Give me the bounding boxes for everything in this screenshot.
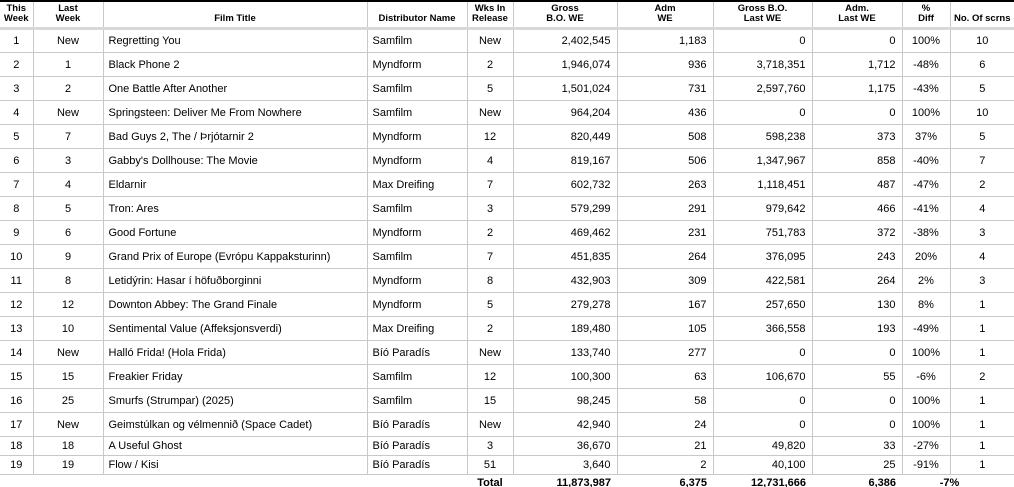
adm-we-cell: 167 [617,293,713,317]
weeks-in-release-cell: 12 [467,365,513,389]
weeks-in-release-cell: 2 [467,53,513,77]
num-screens-cell: 1 [950,293,1014,317]
last-week-cell: 12 [33,293,103,317]
gross-bo-last-we-cell: 1,118,451 [713,173,812,197]
pct-diff-cell: -40% [902,149,950,173]
last-week-cell: 9 [33,245,103,269]
last-week-cell: 19 [33,456,103,475]
table-row [0,389,1014,413]
film-title-cell: Geimstúlkan og vélmennið (Space Cadet) [103,413,367,437]
gross-bo-we-cell: 820,449 [513,125,617,149]
distributor-cell: Myndform [367,53,467,77]
adm-we-cell: 506 [617,149,713,173]
pct-diff-cell: 100% [902,341,950,365]
gross-bo-we-cell: 98,245 [513,389,617,413]
pct-diff-cell: -91% [902,456,950,475]
gross-bo-last-we-cell: 0 [713,101,812,125]
last-week-cell: 8 [33,269,103,293]
num-screens-cell: 2 [950,365,1014,389]
weeks-in-release-cell: New [467,29,513,53]
num-screens-cell: 1 [950,389,1014,413]
gross-bo-we-cell: 432,903 [513,269,617,293]
table-row [0,29,1014,53]
pct-diff-cell: 20% [902,245,950,269]
last-week-cell: New [33,341,103,365]
last-week-cell: 18 [33,437,103,456]
pct-diff-cell: 100% [902,29,950,53]
table-row [0,456,1014,475]
adm-we-cell: 63 [617,365,713,389]
pct-diff-cell: -43% [902,77,950,101]
adm-last-we-cell: 0 [812,413,902,437]
this-week-cell: 18 [0,437,33,456]
last-week-cell: New [33,413,103,437]
distributor-cell: Bíó Paradís [367,437,467,456]
gross-bo-last-we-cell: 3,718,351 [713,53,812,77]
adm-we-cell: 1,183 [617,29,713,53]
table-row [0,77,1014,101]
adm-we-cell: 2 [617,456,713,475]
adm-we-cell: 936 [617,53,713,77]
gross-bo-last-we-cell: 106,670 [713,365,812,389]
pct-diff-cell: 37% [902,125,950,149]
film-title-cell: Tron: Ares [103,197,367,221]
num-screens-cell: 5 [950,77,1014,101]
table-row [0,269,1014,293]
this-week-cell: 13 [0,317,33,341]
gross-bo-last-we-cell: 1,347,967 [713,149,812,173]
col-header-num-screens: No. Of scrns [950,1,1014,29]
distributor-cell: Max Dreifing [367,317,467,341]
table-row [0,245,1014,269]
this-week-cell: 16 [0,389,33,413]
this-week-cell: 15 [0,365,33,389]
film-title-cell: Freakier Friday [103,365,367,389]
gross-bo-last-we-cell: 366,558 [713,317,812,341]
adm-last-we-cell: 858 [812,149,902,173]
pct-diff-cell: -47% [902,173,950,197]
table-row [0,173,1014,197]
weeks-in-release-cell: 2 [467,317,513,341]
film-title-cell: Halló Frida! (Hola Frida) [103,341,367,365]
distributor-cell: Bíó Paradís [367,341,467,365]
gross-bo-we-cell: 819,167 [513,149,617,173]
film-title-cell: Sentimental Value (Affeksjonsverdi) [103,317,367,341]
total-gross-bo-we: 11,873,987 [556,476,611,487]
total-adm-last-we: 6,386 [868,476,896,487]
gross-bo-we-cell: 36,670 [513,437,617,456]
distributor-cell: Myndform [367,221,467,245]
col-header-adm-we: Adm WE [617,1,713,29]
this-week-cell: 5 [0,125,33,149]
this-week-cell: 9 [0,221,33,245]
adm-we-cell: 508 [617,125,713,149]
this-week-cell: 6 [0,149,33,173]
last-week-cell: 3 [33,149,103,173]
last-week-cell: 2 [33,77,103,101]
gross-bo-last-we-cell: 0 [713,389,812,413]
weeks-in-release-cell: New [467,341,513,365]
film-title-cell: Downton Abbey: The Grand Finale [103,293,367,317]
num-screens-cell: 3 [950,269,1014,293]
gross-bo-we-cell: 3,640 [513,456,617,475]
adm-we-cell: 309 [617,269,713,293]
distributor-cell: Bíó Paradís [367,413,467,437]
last-week-cell: 6 [33,221,103,245]
table-row [0,365,1014,389]
gross-bo-we-cell: 279,278 [513,293,617,317]
film-title-cell: Flow / Kisi [103,456,367,475]
table-row [0,341,1014,365]
num-screens-cell: 5 [950,125,1014,149]
num-screens-cell: 1 [950,317,1014,341]
distributor-cell: Samfilm [367,77,467,101]
gross-bo-we-cell: 133,740 [513,341,617,365]
film-title-cell: Gabby's Dollhouse: The Movie [103,149,367,173]
pct-diff-cell: -38% [902,221,950,245]
this-week-cell: 3 [0,77,33,101]
film-title-cell: Springsteen: Deliver Me From Nowhere [103,101,367,125]
table-footer [0,475,1014,487]
this-week-cell: 7 [0,173,33,197]
adm-we-cell: 231 [617,221,713,245]
gross-bo-we-cell: 2,402,545 [513,29,617,53]
num-screens-cell: 4 [950,197,1014,221]
this-week-cell: 12 [0,293,33,317]
table-row [0,293,1014,317]
weeks-in-release-cell: 3 [467,437,513,456]
gross-bo-last-we-cell: 598,238 [713,125,812,149]
gross-bo-last-we-cell: 979,642 [713,197,812,221]
table-row [0,101,1014,125]
adm-we-cell: 436 [617,101,713,125]
this-week-cell: 11 [0,269,33,293]
weeks-in-release-cell: 7 [467,245,513,269]
distributor-cell: Samfilm [367,245,467,269]
table-row [0,197,1014,221]
weeks-in-release-cell: New [467,101,513,125]
last-week-cell: 4 [33,173,103,197]
adm-we-cell: 731 [617,77,713,101]
gross-bo-we-cell: 42,940 [513,413,617,437]
adm-last-we-cell: 33 [812,437,902,456]
weeks-in-release-cell: 7 [467,173,513,197]
total-label: Total [477,476,503,487]
gross-bo-we-cell: 1,501,024 [513,77,617,101]
distributor-cell: Samfilm [367,29,467,53]
adm-last-we-cell: 130 [812,293,902,317]
adm-last-we-cell: 0 [812,101,902,125]
film-title-cell: Bad Guys 2, The / Þrjótarnir 2 [103,125,367,149]
gross-bo-we-cell: 579,299 [513,197,617,221]
adm-last-we-cell: 243 [812,245,902,269]
weeks-in-release-cell: New [467,413,513,437]
distributor-cell: Max Dreifing [367,173,467,197]
weeks-in-release-cell: 15 [467,389,513,413]
distributor-cell: Samfilm [367,197,467,221]
adm-we-cell: 263 [617,173,713,197]
col-header-last-week: Last Week [33,1,103,29]
gross-bo-last-we-cell: 0 [713,29,812,53]
film-title-cell: One Battle After Another [103,77,367,101]
gross-bo-we-cell: 451,835 [513,245,617,269]
num-screens-cell: 2 [950,173,1014,197]
distributor-cell: Samfilm [367,365,467,389]
this-week-cell: 4 [0,101,33,125]
num-screens-cell: 6 [950,53,1014,77]
this-week-cell: 1 [0,29,33,53]
weeks-in-release-cell: 51 [467,456,513,475]
gross-bo-we-cell: 602,732 [513,173,617,197]
adm-we-cell: 21 [617,437,713,456]
num-screens-cell: 1 [950,437,1014,456]
film-title-cell: Grand Prix of Europe (Evrópu Kappaksturinn) [103,245,367,269]
col-header-weeks-in-release: Wks In Release [467,1,513,29]
adm-we-cell: 58 [617,389,713,413]
last-week-cell: 1 [33,53,103,77]
adm-last-we-cell: 373 [812,125,902,149]
adm-we-cell: 291 [617,197,713,221]
this-week-cell: 8 [0,197,33,221]
total-row [0,475,1014,487]
pct-diff-cell: -49% [902,317,950,341]
table-row [0,53,1014,77]
pct-diff-cell: 100% [902,101,950,125]
film-title-cell: Eldarnir [103,173,367,197]
table-row [0,437,1014,456]
distributor-cell: Samfilm [367,101,467,125]
pct-diff-cell: -41% [902,197,950,221]
adm-last-we-cell: 0 [812,341,902,365]
col-header-pct-diff: % Diff [902,1,950,29]
this-week-cell: 2 [0,53,33,77]
table-row [0,149,1014,173]
adm-last-we-cell: 1,712 [812,53,902,77]
distributor-cell: Bíó Paradís [367,456,467,475]
gross-bo-last-we-cell: 0 [713,341,812,365]
col-header-film-title: Film Title [103,1,367,29]
col-header-gross-bo-we: Gross B.O. WE [513,1,617,29]
adm-last-we-cell: 466 [812,197,902,221]
adm-last-we-cell: 193 [812,317,902,341]
adm-last-we-cell: 264 [812,269,902,293]
pct-diff-cell: 100% [902,413,950,437]
this-week-cell: 17 [0,413,33,437]
table-body [0,29,1014,475]
distributor-cell: Myndform [367,269,467,293]
adm-we-cell: 105 [617,317,713,341]
gross-bo-we-cell: 469,462 [513,221,617,245]
col-header-adm-last-we: Adm. Last WE [812,1,902,29]
table-row [0,413,1014,437]
gross-bo-last-we-cell: 422,581 [713,269,812,293]
gross-bo-last-we-cell: 0 [713,413,812,437]
adm-last-we-cell: 55 [812,365,902,389]
col-header-this-week: This Week [0,1,33,29]
last-week-cell: 15 [33,365,103,389]
adm-last-we-cell: 372 [812,221,902,245]
num-screens-cell: 4 [950,245,1014,269]
table-row [0,221,1014,245]
total-empty-cell [0,475,467,487]
film-title-cell: Good Fortune [103,221,367,245]
table-row [0,125,1014,149]
total-pct-diff: -7% [939,476,960,487]
last-week-cell: 7 [33,125,103,149]
weeks-in-release-cell: 5 [467,293,513,317]
weeks-in-release-cell: 3 [467,197,513,221]
this-week-cell: 19 [0,456,33,475]
weeks-in-release-cell: 5 [467,77,513,101]
gross-bo-last-we-cell: 2,597,760 [713,77,812,101]
gross-bo-we-cell: 1,946,074 [513,53,617,77]
gross-bo-we-cell: 189,480 [513,317,617,341]
gross-bo-last-we-cell: 257,650 [713,293,812,317]
num-screens-cell: 10 [950,29,1014,53]
gross-bo-we-cell: 100,300 [513,365,617,389]
adm-we-cell: 277 [617,341,713,365]
film-title-cell: A Useful Ghost [103,437,367,456]
total-gross-bo-last-we: 12,731,666 [750,476,806,487]
last-week-cell: 5 [33,197,103,221]
table-header [0,1,1014,29]
num-screens-cell: 1 [950,413,1014,437]
gross-bo-last-we-cell: 49,820 [713,437,812,456]
adm-we-cell: 264 [617,245,713,269]
last-week-cell: 10 [33,317,103,341]
this-week-cell: 14 [0,341,33,365]
last-week-cell: New [33,101,103,125]
film-title-cell: Letidýrin: Hasar í höfuðborginni [103,269,367,293]
num-screens-cell: 10 [950,101,1014,125]
weeks-in-release-cell: 8 [467,269,513,293]
gross-bo-last-we-cell: 751,783 [713,221,812,245]
gross-bo-we-cell: 964,204 [513,101,617,125]
pct-diff-cell: -48% [902,53,950,77]
last-week-cell: New [33,29,103,53]
distributor-cell: Myndform [367,293,467,317]
adm-last-we-cell: 25 [812,456,902,475]
gross-bo-last-we-cell: 376,095 [713,245,812,269]
pct-diff-cell: 8% [902,293,950,317]
last-week-cell: 25 [33,389,103,413]
total-adm-we: 6,375 [679,476,707,487]
pct-diff-cell: -27% [902,437,950,456]
gross-bo-last-we-cell: 40,100 [713,456,812,475]
distributor-cell: Samfilm [367,389,467,413]
num-screens-cell: 3 [950,221,1014,245]
adm-last-we-cell: 0 [812,29,902,53]
pct-diff-cell: 100% [902,389,950,413]
num-screens-cell: 1 [950,341,1014,365]
film-title-cell: Smurfs (Strumpar) (2025) [103,389,367,413]
weeks-in-release-cell: 2 [467,221,513,245]
weeks-in-release-cell: 4 [467,149,513,173]
weeks-in-release-cell: 12 [467,125,513,149]
adm-last-we-cell: 0 [812,389,902,413]
adm-last-we-cell: 487 [812,173,902,197]
col-header-gross-bo-last-we: Gross B.O. Last WE [713,1,812,29]
adm-last-we-cell: 1,175 [812,77,902,101]
pct-diff-cell: 2% [902,269,950,293]
distributor-cell: Myndform [367,125,467,149]
film-title-cell: Regretting You [103,29,367,53]
table-row [0,317,1014,341]
this-week-cell: 10 [0,245,33,269]
adm-we-cell: 24 [617,413,713,437]
distributor-cell: Myndform [367,149,467,173]
num-screens-cell: 7 [950,149,1014,173]
film-title-cell: Black Phone 2 [103,53,367,77]
pct-diff-cell: -6% [902,365,950,389]
col-header-distributor-name: Distributor Name [367,1,467,29]
num-screens-cell: 1 [950,456,1014,475]
